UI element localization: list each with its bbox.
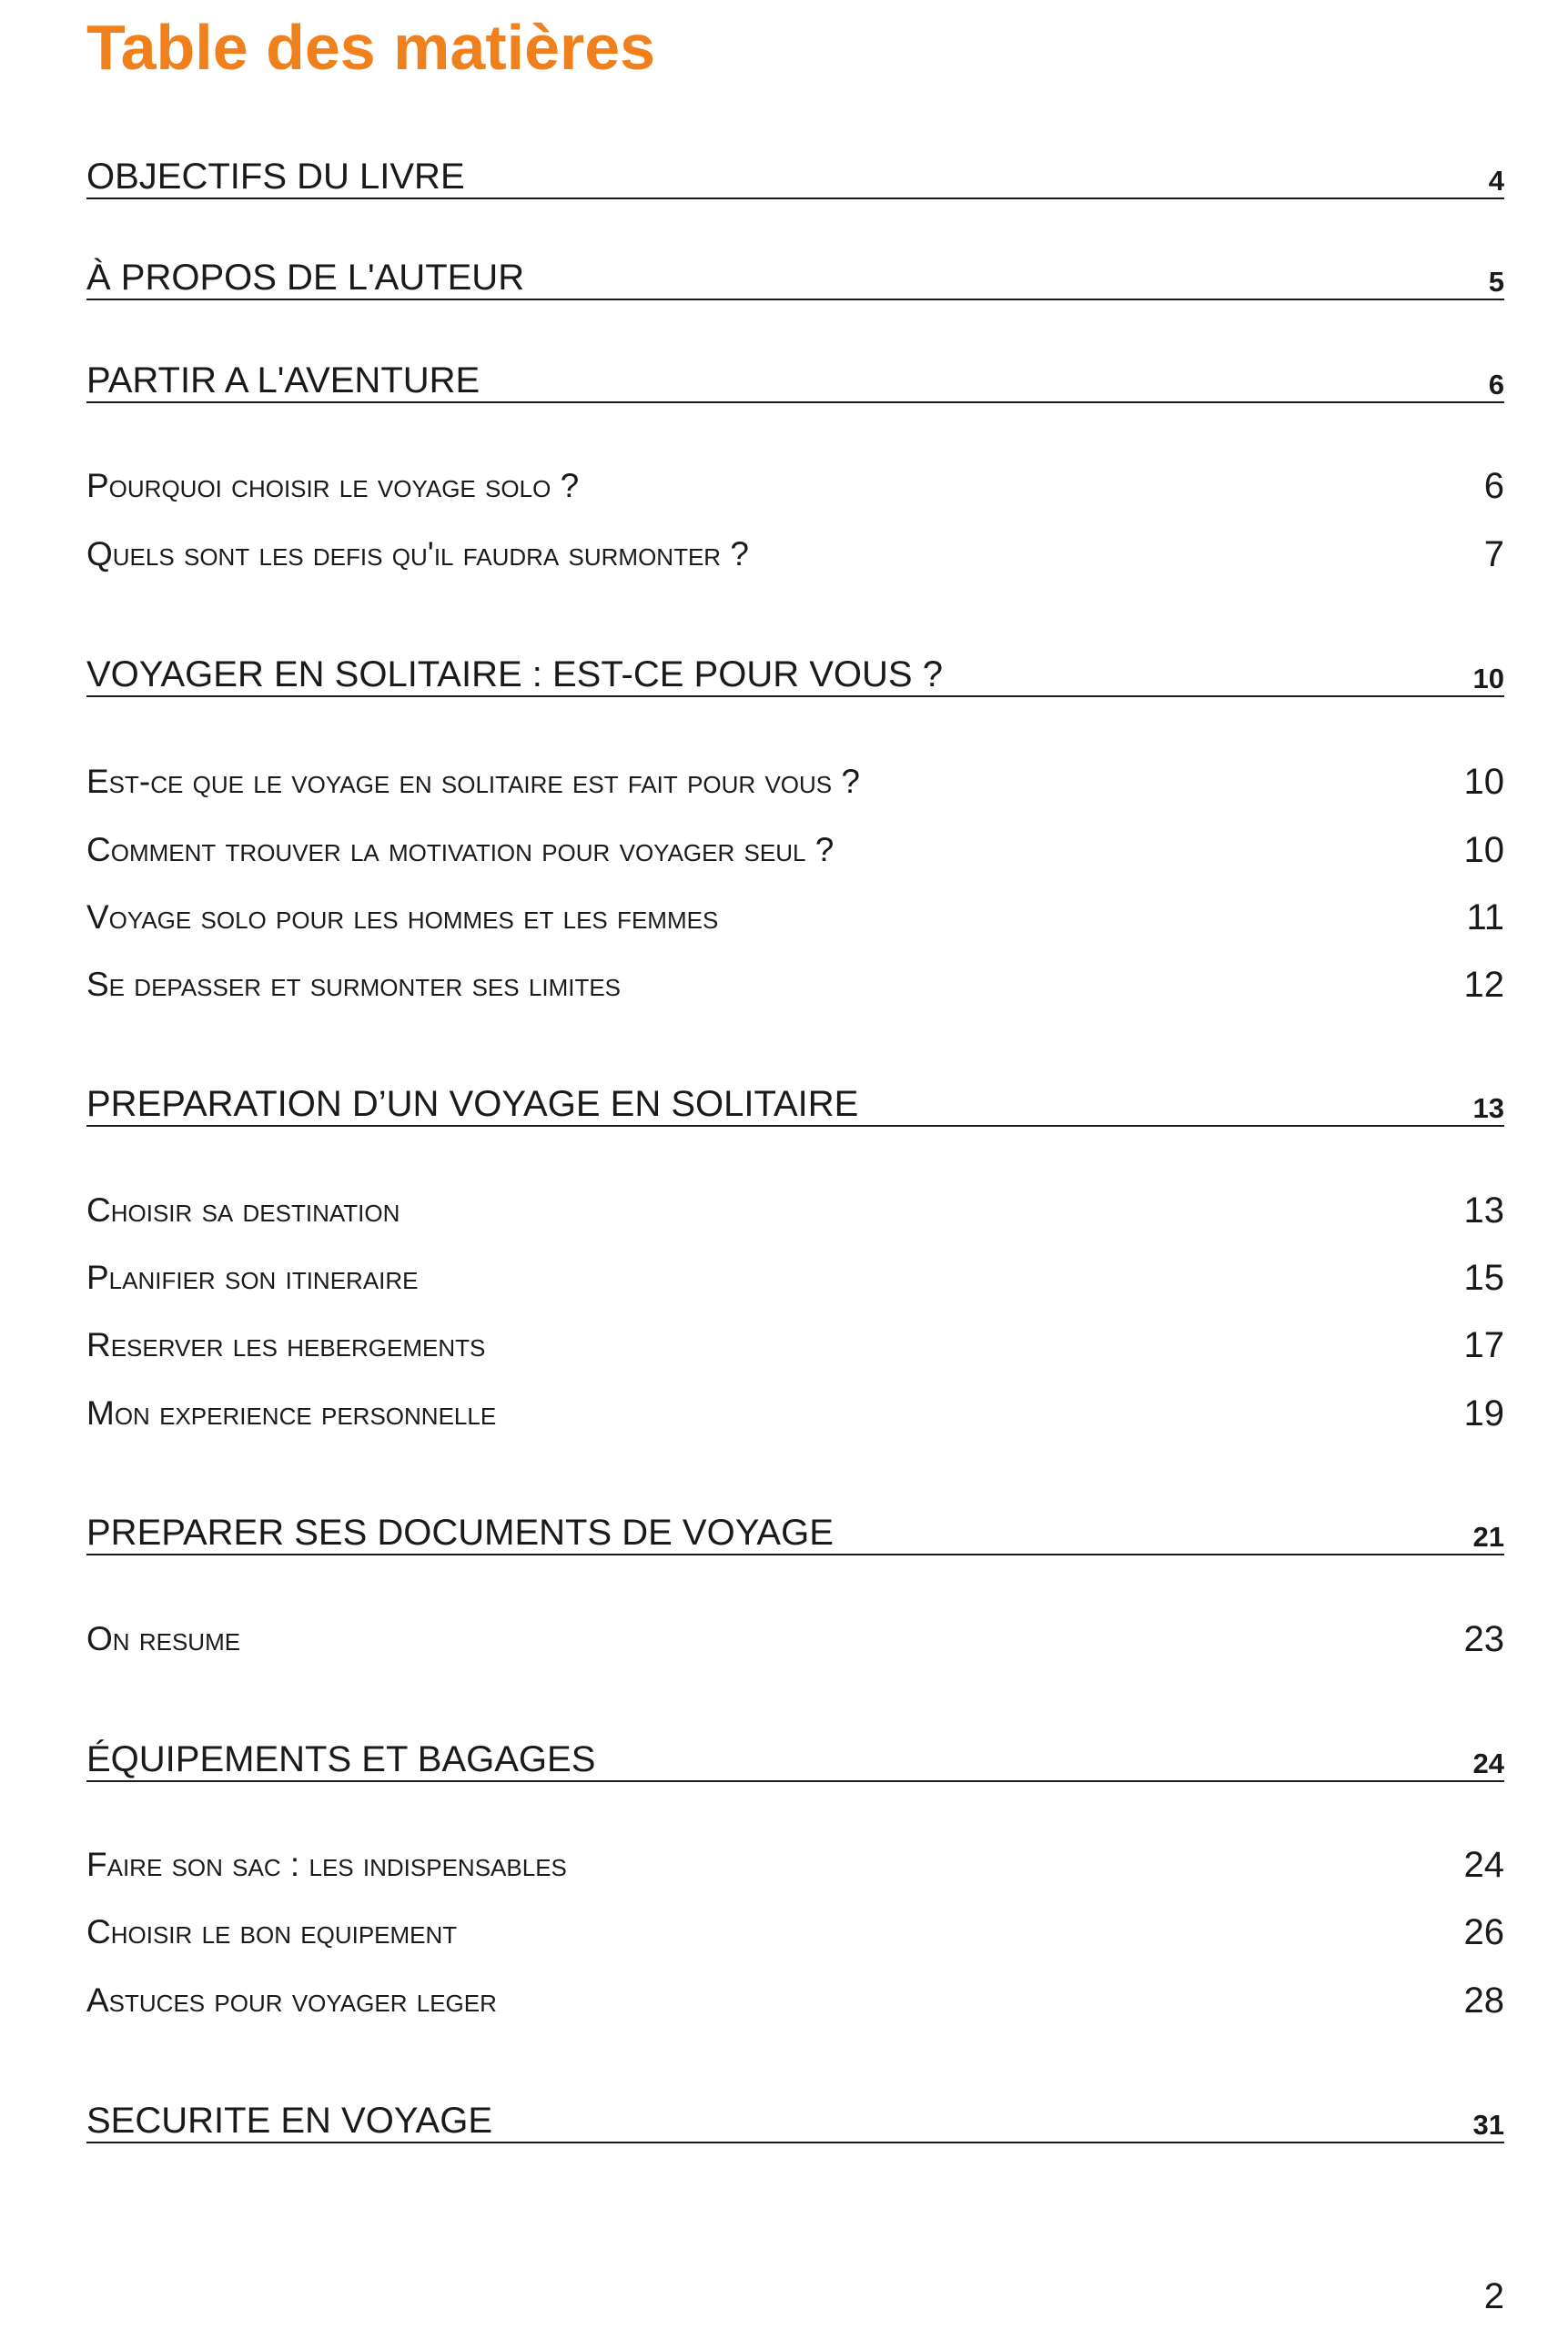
toc-entry-label: Quels sont les defis qu'il faudra surmonter ? [86, 535, 749, 572]
toc-chapter-partir[interactable] [86, 360, 1504, 403]
toc-entry-label: Choisir le bon equipement [86, 1913, 458, 1950]
toc-entry-label: PREPARATION D’UN VOYAGE EN SOLITAIRE [86, 1084, 859, 1124]
toc-entry-label: Reserver les hebergements [86, 1326, 486, 1363]
toc-section-depasser[interactable] [86, 962, 1504, 1008]
toc-entry-label: ÉQUIPEMENTS ET BAGAGES [86, 1739, 596, 1779]
toc-entry-label: On resume [86, 1620, 241, 1657]
toc-chapter-voyager-solitaire[interactable] [86, 654, 1504, 697]
toc-section-motivation[interactable] [86, 827, 1504, 873]
toc-entry-page: 17 [1463, 1325, 1504, 1365]
toc-entry-page: 7 [1483, 534, 1504, 574]
toc-entry-page: 19 [1463, 1393, 1504, 1433]
toc-entry-label: PREPARER SES DOCUMENTS DE VOYAGE [86, 1513, 834, 1553]
toc-section-experience[interactable] [86, 1391, 1504, 1436]
toc-entry-label: OBJECTIFS DU LIVRE [86, 157, 465, 197]
toc-section-hommes-femmes[interactable] [86, 895, 1504, 940]
toc-section-bon-equipement[interactable] [86, 1910, 1504, 1955]
toc-entry-label: Comment trouver la motivation pour voyager seul ? [86, 831, 835, 868]
toc-entry-page: 10 [1463, 830, 1504, 870]
toc-chapter-securite[interactable] [86, 2101, 1504, 2143]
toc-section-faire-sac[interactable] [86, 1842, 1504, 1888]
toc-entry-label: Faire son sac : les indispensables [86, 1846, 567, 1883]
toc-entry-page: 24 [1472, 1748, 1504, 1779]
toc-entry-label: PARTIR A L'AVENTURE [86, 360, 481, 400]
toc-entry-label: Voyage solo pour les hommes et les femmes [86, 898, 719, 936]
toc-entry-label: Astuces pour voyager leger [86, 1981, 497, 2019]
toc-chapter-preparation[interactable] [86, 1084, 1504, 1127]
toc-entry-label: VOYAGER EN SOLITAIRE : EST-CE POUR VOUS ? [86, 654, 943, 694]
toc-entry-label: Planifier son itineraire [86, 1259, 419, 1296]
toc-entry-label: Choisir sa destination [86, 1191, 400, 1229]
toc-entry-page: 26 [1463, 1912, 1504, 1952]
toc-entry-page: 21 [1472, 1521, 1504, 1553]
toc-section-destination[interactable] [86, 1188, 1504, 1233]
toc-entry-label: Est-ce que le voyage en solitaire est fait pour vous ? [86, 763, 861, 800]
toc-entry-page: 13 [1463, 1190, 1504, 1231]
toc-chapter-objectifs[interactable] [86, 157, 1504, 199]
toc-section-fait-pour-vous[interactable] [86, 759, 1504, 805]
toc-section-pourquoi[interactable] [86, 463, 1504, 509]
toc-section-defis[interactable] [86, 532, 1504, 577]
page-number: 2 [1483, 2276, 1504, 2316]
toc-section-voyager-leger[interactable] [86, 1978, 1504, 2023]
toc-section-hebergements[interactable] [86, 1322, 1504, 1368]
toc-section-itineraire[interactable] [86, 1255, 1504, 1301]
toc-entry-page: 6 [1488, 369, 1504, 400]
toc-entry-page: 11 [1466, 897, 1504, 937]
toc-chapter-documents[interactable] [86, 1513, 1504, 1555]
toc-entry-page: 4 [1488, 165, 1504, 197]
toc-entry-page: 12 [1463, 965, 1504, 1005]
toc-entry-page: 6 [1483, 466, 1504, 506]
toc-entry-label: SECURITE EN VOYAGE [86, 2101, 493, 2141]
toc-chapter-a-propos[interactable] [86, 258, 1504, 300]
toc-entry-page: 15 [1463, 1258, 1504, 1298]
toc-chapter-equipements[interactable] [86, 1739, 1504, 1782]
toc-entry-page: 28 [1463, 1980, 1504, 2021]
toc-entry-page: 10 [1472, 663, 1504, 694]
toc-entry-page: 24 [1463, 1845, 1504, 1885]
toc-entry-page: 13 [1472, 1092, 1504, 1124]
toc-entry-label: Pourquoi choisir le voyage solo ? [86, 467, 580, 504]
toc-entry-page: 31 [1472, 2109, 1504, 2141]
toc-entry-page: 23 [1463, 1619, 1504, 1659]
toc-entry-label: Se depasser et surmonter ses limites [86, 966, 622, 1003]
toc-entry-label: Mon experience personnelle [86, 1394, 497, 1432]
toc-entry-label: À PROPOS DE L'AUTEUR [86, 258, 525, 298]
page-title: Table des matières [86, 12, 656, 83]
toc-entry-page: 10 [1463, 762, 1504, 802]
toc-entry-page: 5 [1488, 266, 1504, 298]
toc-section-on-resume[interactable] [86, 1616, 1504, 1662]
